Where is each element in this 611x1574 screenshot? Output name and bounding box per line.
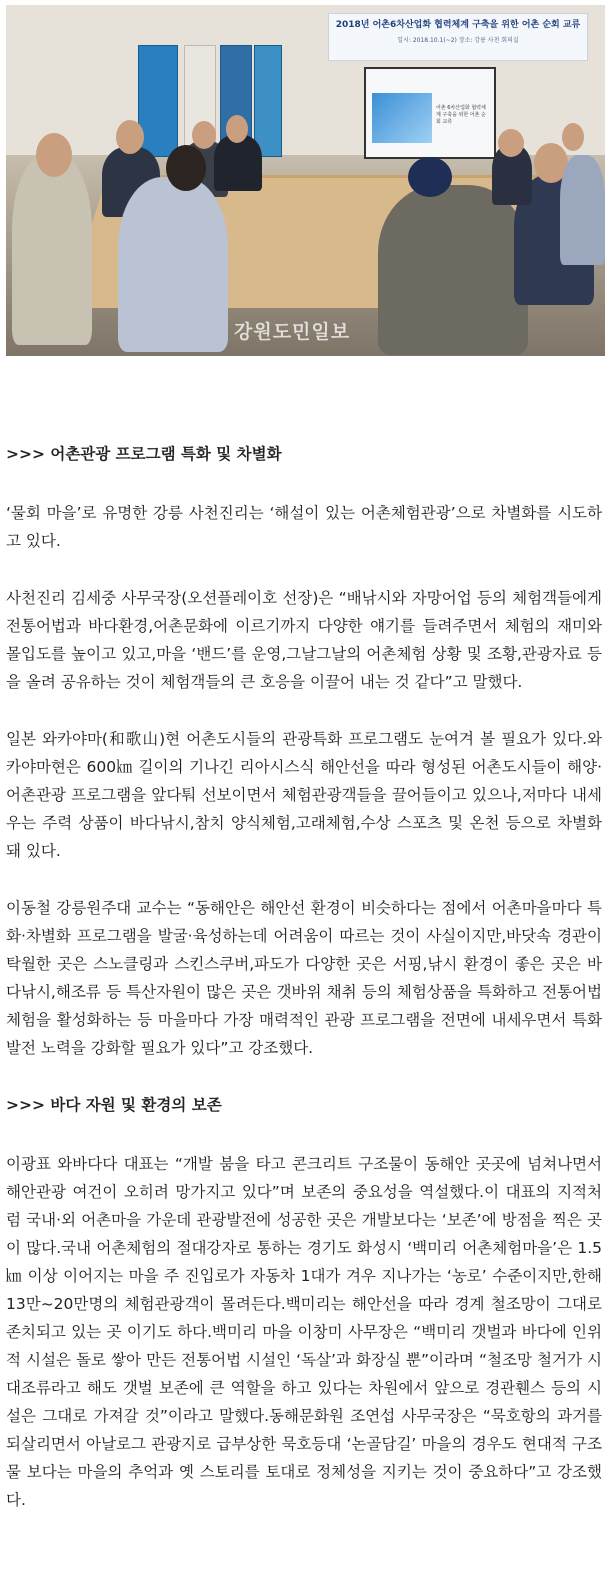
photo-banner	[328, 13, 588, 61]
section-heading: >>> 어촌관광 프로그램 특화 및 차별화	[6, 445, 282, 463]
article-paragraph: 이광표 와바다다 대표는 “개발 붐을 타고 콘크리트 구조물이 동해안 곳곳에 넘쳐나면서 해안관광 여건이 오히려 망가지고 있다”며 보존의 중요성을 역설했다.이 대표의 지적처럼 국내·외 어촌마을 가운데 관광발전에 성공한 곳은 개발보다는 ‘보존’에 방점을 찍은 곳이 많다.국내 어촌체험의 절대강자로 통하는 경기도 화성시 ‘백미리 어촌체험마을’은 1.5㎞ 이상 이어지는 마을 주 진입로가 자동차 1대가 겨우 지나가는 ‘농로’ 수준이지만,한해 13만~20만명의 체험관광객이 몰려든다.백미리는 해안선을 따라 경계 철조망이 그대로 존치되고 있는 곳 이기도 하다.백미리 마을 이창미 사무장은 “백미리 갯벌과 바다에 인위적 시설은 돌로 쌓아 만든 전통어법 시설인 ‘독살’과 화장실 뿐”이라며 “철조망 철거가 시대조류라고 해도 갯벌 보존에 큰 역할을 하고 있다는 차원에서 앞으로 경관휀스 등의 시설은 그대로 가져갈 것”이라고 말했다.동해문화원 조연섭 사무국장은 “묵호항의 과거를 되살리면서 아날로그 관광지로 급부상한 묵호등대 ‘논골담길’ 마을의 경우도 현대적 구조물 보다는 마을의 추억과 옛 스토리를 토대로 정체성을 지키는 것이 중요하다”고 강조했다.	[6, 1155, 602, 1509]
article-paragraph: 일본 와카야마(和歌山)현 어촌도시들의 관광특화 프로그램도 눈여겨 볼 필요가 있다.와카야마현은 600㎞ 길이의 기나긴 리아시스식 해안선을 따라 형성된 어촌도시들이 해양·어촌관광 프로그램을 앞다퉈 선보이면서 체험관광객들을 끌어들이고 있으나,저마다 내세우는 주력 상품이 바다낚시,참치 양식체험,고래체험,수상 스포츠 및 온천 등으로 차별화돼 있다.	[6, 730, 602, 860]
person-head	[192, 121, 216, 149]
photo-watermark: 강원도민일보	[234, 321, 351, 343]
person	[12, 155, 92, 345]
person-head	[116, 120, 144, 154]
photo-banner-sub: 일시: 2018.10.1(~2) 장소: 강릉 사천 회의실	[397, 37, 519, 44]
meeting-photo	[6, 5, 605, 356]
person-head	[562, 123, 584, 151]
photo-poster	[138, 45, 178, 157]
person	[118, 177, 228, 352]
projection-screen	[364, 67, 496, 159]
person-head	[36, 133, 72, 177]
photo-poster	[254, 45, 282, 157]
person-head	[498, 129, 524, 157]
screen-slide-text: 어촌 6차산업화 협력체계 구축을 위한 어촌 순회 교류	[436, 105, 486, 125]
article-body	[6, 440, 602, 1514]
person	[214, 135, 262, 191]
article-paragraph: ‘물회 마을’로 유명한 강릉 사천진리는 ‘해설이 있는 어촌체험관광’으로 차별화를 시도하고 있다.	[6, 504, 602, 550]
article-paragraph: 이동철 강릉원주대 교수는 “동해안은 해안선 환경이 비슷하다는 점에서 어촌마을마다 특화·차별화 프로그램을 발굴·육성하는데 어려움이 따르는 것이 사실이지만,바닷속 경관이 탁월한 곳은 스노클링과 스킨스쿠버,파도가 다양한 곳은 서핑,낚시 환경이 좋은 곳은 바다낚시,해조류 등 특산자원이 많은 곳은 갯바위 채취 등의 체험상품을 특화하고 전통어법 체험을 활성화하는 등 마을마다 가장 매력적인 관광 프로그램을 전면에 내세우면서 특화발전 노력을 강화할 필요가 있다”고 강조했다.	[6, 899, 602, 1057]
person	[560, 155, 605, 265]
section-heading: >>> 바다 자원 및 환경의 보존	[6, 1096, 222, 1114]
person-head	[226, 115, 248, 143]
person-head	[408, 157, 452, 197]
person	[378, 185, 528, 355]
article-paragraph: 사천진리 김세중 사무국장(오션플레이호 선장)은 “배낚시와 자망어업 등의 체험객들에게 전통어법과 바다환경,어촌문화에 이르기까지 다양한 얘기를 들려주면서 체험의 재미와 몰입도를 높이고 있고,마을 ‘밴드’를 운영,그날그날의 어촌체험 상황 및 조황,관광자료 등을 올려 공유하는 것이 체험객들의 큰 호응을 이끌어 내는 것 같다”고 말했다.	[6, 589, 602, 691]
photo-banner-title: 2018년 어촌6차산업화 협력체계 구축을 위한 어촌 순회 교류	[335, 20, 581, 30]
person-head	[166, 145, 206, 191]
screen-slide-image	[372, 93, 432, 143]
